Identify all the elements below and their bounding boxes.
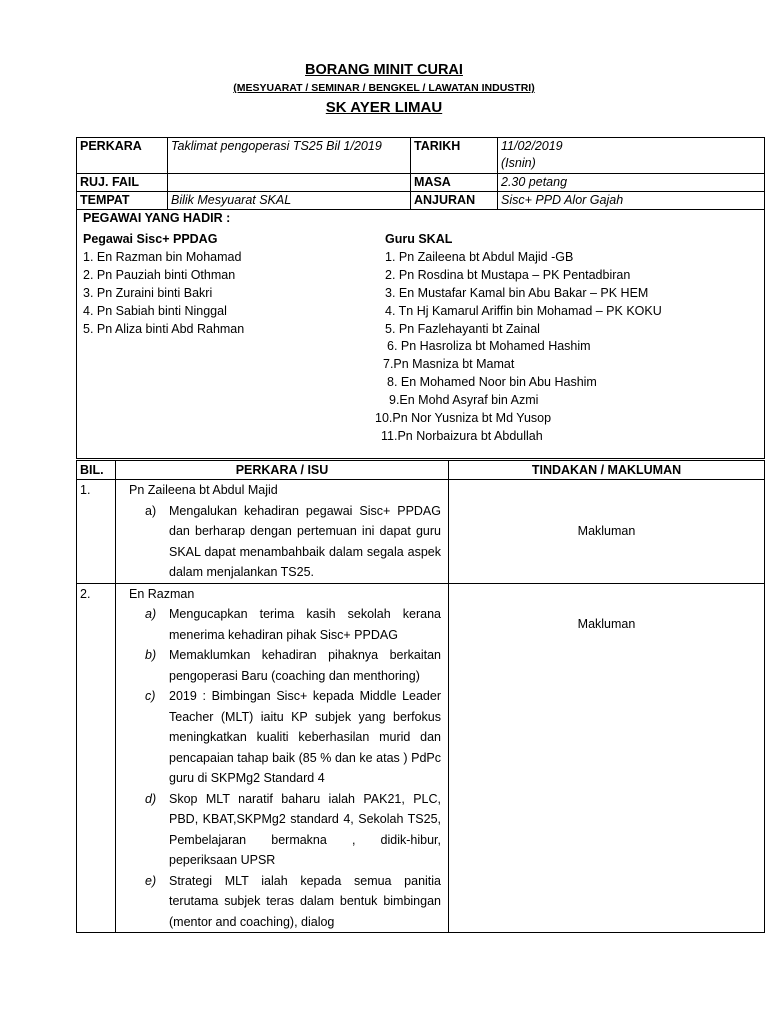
item-text: Strategi MLT ialah kepada semua panitia terutama subjek teras dalam bentuk bimbingan (mentor and coaching), dialog [169, 873, 441, 929]
attendee: 4. Pn Sabiah binti Ninggal [83, 303, 227, 318]
issue-item [119, 645, 445, 686]
item-text: Mengucapkan terima kasih sekolah kerana menerima kehadiran pihak Sisc+ PPDAG [169, 607, 441, 642]
masa-value: 2.30 petang [498, 174, 765, 192]
item-text: Memaklumkan kehadiran pihaknya berkaitan pengoperasi Baru (coaching dan menthoring) [169, 648, 441, 683]
form-subtitle: (MESYUARAT / SEMINAR / BENGKEL / LAWATAN INDUSTRI) [233, 82, 535, 94]
item-marker: a) [145, 503, 157, 518]
item-marker: e) [145, 873, 157, 888]
group-skal-title: Guru SKAL [385, 232, 453, 246]
row-speaker: Pn Zaileena bt Abdul Majid [129, 483, 278, 497]
attendee: 1. Pn Zaileena bt Abdul Majid -GB [385, 249, 574, 264]
item-text: Mengalukan kehadiran pegawai Sisc+ PPDAG dan berharap dengan pertemuan ini dapat guru SKAL dapat menambahbaik dalam segala aspek dalam menjalankan TS25. [169, 503, 441, 579]
issue-item [119, 871, 445, 933]
tempat-value: Bilik Mesyuarat SKAL [168, 192, 411, 210]
row-number: 2. [77, 583, 116, 933]
anjuran-value: Sisc+ PPD Alor Gajah [498, 192, 765, 210]
row-speaker: En Razman [129, 586, 195, 601]
anjuran-label: ANJURAN [411, 192, 498, 210]
attendee: 8. En Mohamed Noor bin Abu Hashim [387, 375, 597, 390]
masa-label: MASA [411, 174, 498, 192]
item-marker: c) [145, 689, 156, 703]
minutes-table [76, 460, 765, 933]
attendee: 6. Pn Hasroliza bt Mohamed Hashim [387, 339, 591, 354]
tempat-label: TEMPAT [77, 192, 168, 210]
row-issue [116, 583, 449, 933]
issue-item [119, 789, 445, 871]
form-title: BORANG MINIT CURAI [305, 62, 463, 78]
tarikh-cell [498, 138, 765, 174]
attendance-heading: PEGAWAI YANG HADIR : [83, 211, 231, 225]
col-bil-header: BIL. [77, 461, 116, 480]
tarikh-day: (Isnin) [501, 156, 536, 170]
attendee: 1. En Razman bin Mohamad [83, 249, 242, 264]
school-name: SK AYER LIMAU [325, 99, 443, 116]
col-tindakan-header: TINDAKAN / MAKLUMAN [449, 461, 765, 480]
row-number: 1. [77, 480, 116, 584]
attendance-group-skal [367, 231, 662, 446]
issue-item [119, 686, 445, 789]
item-text: Skop MLT naratif baharu ialah PAK21, PLC, PBD, KBAT,SKPMg2 standard 4, Sekolah TS25, Pembelajaran bermakna , didik-hibur, peperiksaan UPSR [169, 791, 441, 867]
item-marker: a) [145, 607, 157, 621]
issue-item [119, 501, 445, 583]
perkara-value: Taklimat pengoperasi TS25 Bil 1/2019 [168, 138, 411, 174]
perkara-label: PERKARA [77, 138, 168, 174]
attendee: 2. Pn Rosdina bt Mustapa – PK Pentadbiran [385, 267, 631, 282]
attendee: 5. Pn Aliza binti Abd Rahman [83, 321, 245, 336]
meeting-info-table [76, 137, 765, 210]
group-sisc-title: Pegawai Sisc+ PPDAG [83, 232, 218, 246]
attendee: 4. Tn Hj Kamarul Ariffin bin Mohamad – PK KOKU [385, 303, 662, 318]
ruj-fail-label: RUJ. FAIL [77, 174, 168, 192]
attendee: 5. Pn Fazlehayanti bt Zainal [385, 321, 540, 336]
attendee: 9.En Mohd Asyraf bin Azmi [389, 393, 539, 408]
item-text: 2019 : Bimbingan Sisc+ kepada Middle Leader Teacher (MLT) iaitu KP subjek yang berfokus meningkatkan kualiti keberhasilan murid dan pencapaian tahap baik (85 % dan ke atas ) PdPc guru di SKPMg2 Standard 4 [169, 689, 441, 785]
tarikh-value: 11/02/2019 [501, 139, 563, 153]
minutes-row [77, 480, 765, 584]
attendee: 2. Pn Pauziah binti Othman [83, 267, 236, 282]
attendee: 3. En Mustafar Kamal bin Abu Bakar – PK HEM [385, 285, 649, 300]
attendee: 10.Pn Nor Yusniza bt Md Yusop [375, 411, 552, 426]
attendee: 11.Pn Norbaizura bt Abdullah [381, 428, 543, 443]
attendance-section [76, 210, 765, 459]
attendee: 7.Pn Masniza bt Mamat [383, 357, 515, 372]
row-action: Makluman [449, 480, 765, 584]
attendee: 3. Pn Zuraini binti Bakri [83, 285, 213, 300]
item-marker: d) [145, 791, 157, 806]
item-marker: b) [145, 648, 157, 662]
minutes-row [77, 583, 765, 933]
tarikh-label: TARIKH [411, 138, 498, 174]
col-perkara-header: PERKARA / ISU [116, 461, 449, 480]
attendance-group-sisc [83, 231, 244, 338]
row-issue [116, 480, 449, 584]
ruj-fail-value [168, 174, 411, 192]
row-action: Makluman [449, 583, 765, 933]
issue-item [119, 604, 445, 645]
